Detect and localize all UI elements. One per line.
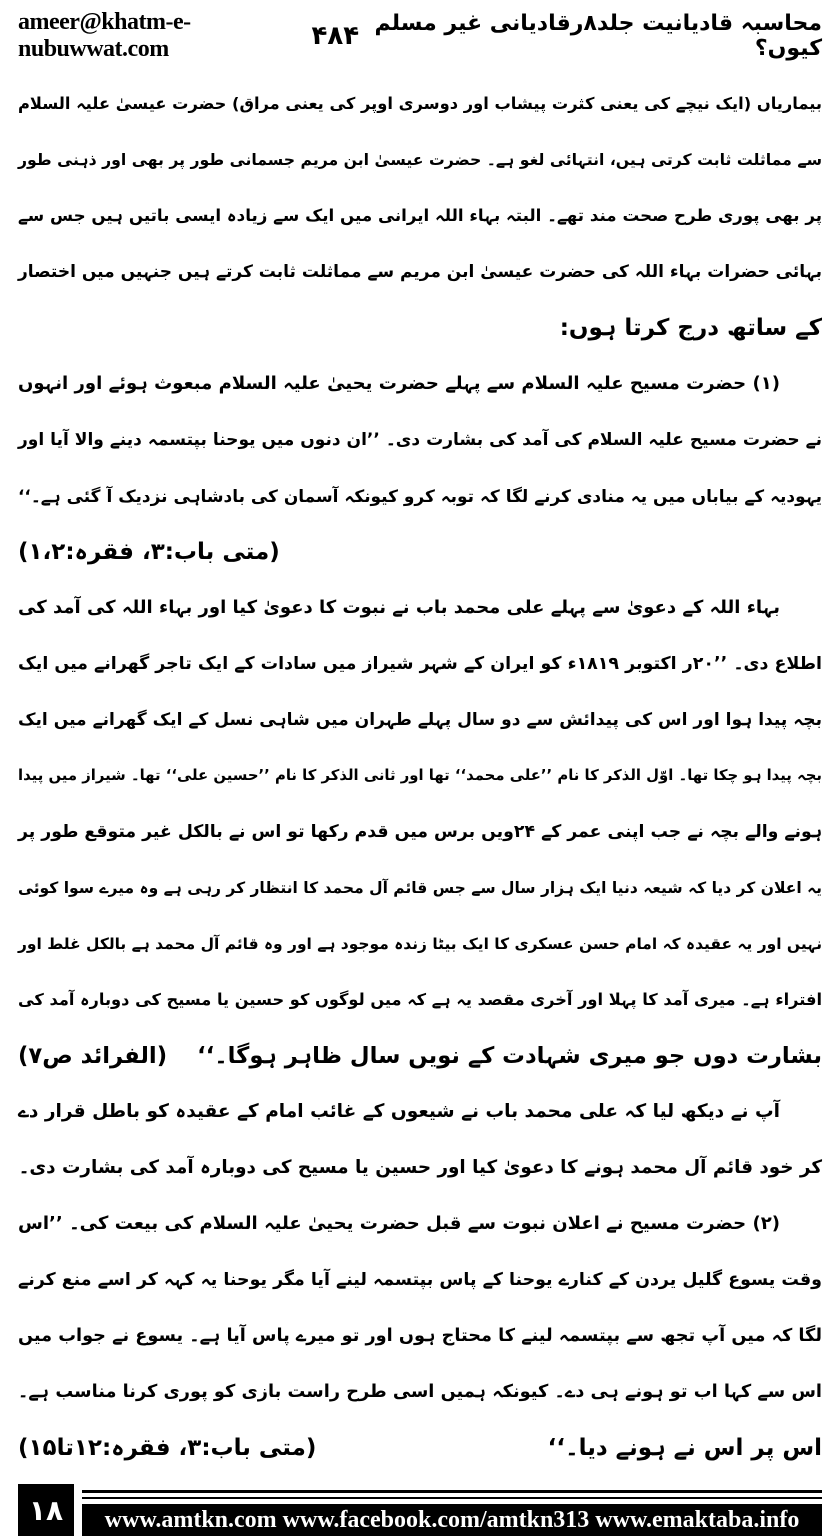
line-text: بشارت دوں جو میری شہادت کے نویں سال ظاہر ہوگا۔‘‘ <box>197 1043 822 1069</box>
text-line: نہیں اور یہ عقیدہ کہ امام حسن عسکری کا ایک بیٹا زندہ موجود ہے اور وہ قائم آل محمد ہے بالکل غلط اور <box>18 935 822 953</box>
footer-divider <box>82 1490 822 1493</box>
text-line: اطلاع دی۔ ’’۲۰ر اکتوبر ۱۸۱۹ء کو ایران کے شہر شیراز میں سادات کے ایک تاجر گھرانے میں ایک <box>17 654 822 674</box>
text-line: یہ اعلان کر دیا کہ شیعہ دنیا ایک ہزار سال سے جس قائم آل محمد کا انتظار کر رہی ہے وہ میرے سوا کوئی <box>18 879 822 897</box>
page-body <box>18 76 822 1476</box>
text-line: بچہ پیدا ہو چکا تھا۔ اوّل الذکر کا نام ’’علی محمد‘‘ تھا اور ثانی الذکر کا نام ’’حسین علی‘‘ تھا۔ شیراز میں پیدا <box>18 767 822 784</box>
footer-page-number: ۱۸ <box>18 1484 74 1536</box>
text-line: (۲) حضرت مسیح نے اعلان نبوت سے قبل حضرت یحییٰ علیہ السلام کی بیعت کی۔ ’’اس <box>18 1213 780 1234</box>
text-line: بہاء اللہ کے دعویٰ سے پہلے علی محمد باب نے نبوت کا دعویٰ کیا اور بہاء اللہ کی آمد کی <box>18 597 780 618</box>
text-line: سے مماثلت ثابت کرتی ہیں، انتہائی لغو ہے۔ حضرت عیسیٰ ابن مریم جسمانی طور پر بھی اور ذہنی طور <box>18 150 822 169</box>
text-line: بہائی حضرات بہاء اللہ کی حضرت عیسیٰ ابن مریم سے مماثلت ثابت کرتے ہیں جنہیں میں اختصار <box>18 262 822 282</box>
text-line: وقت یسوع گلیل یردن کے کنارے یوحنا کے پاس بپتسمہ لینے آیا مگر یوحنا یہ کہہ کر اسے منع کرنے <box>18 1270 822 1290</box>
header-left <box>18 9 359 63</box>
citation: (متی باب:۳، فقرہ:۱،۲) <box>18 539 280 565</box>
text-line: پر بھی پوری طرح صحت مند تھے۔ البتہ بہاء اللہ ایرانی میں ایک سے زیادہ ایسی باتیں ہیں جس سے <box>18 206 822 225</box>
footer-links: www.amtkn.com www.facebook.com/amtkn313 www.emaktaba.info <box>82 1504 822 1536</box>
text-line: لگا کہ میں آپ تجھ سے بپتسمہ لینے کا محتاج ہوں اور تو میرے پاس آیا ہے۔ یسوع نے جواب میں <box>18 1326 822 1346</box>
citation: (متی باب:۳، فقرہ:۱۲تا۱۵) <box>18 1435 317 1461</box>
text-line: اس سے کہا اب تو ہونے ہی دے۔ کیونکہ ہمیں اسی طرح راست بازی کو پوری کرنا مناسب ہے۔ <box>18 1382 822 1402</box>
text-line: (۱) حضرت مسیح علیہ السلام سے پہلے حضرت یحییٰ علیہ السلام مبعوث ہوئے اور انہوں <box>18 373 780 394</box>
book-title: محاسبہ قادیانیت جلد۸رقادیانی غیر مسلم کیوں؟ <box>374 11 822 61</box>
page-footer <box>18 1484 822 1536</box>
page-header <box>18 9 822 62</box>
text-line: یہودیہ کے بیاباں میں یہ منادی کرنے لگا کہ توبہ کرو کیونکہ آسمان کی بادشاہی نزدیک آ گئی ہے۔‘‘ <box>18 486 822 506</box>
text-line: افتراء ہے۔ میری آمد کا پہلا اور آخری مقصد یہ ہے کہ میں لوگوں کو حسین یا مسیح کی دوبارہ آمد کی <box>18 990 822 1009</box>
header-page-number: ۴۸۴ <box>311 21 360 51</box>
line-text: اس پر اس نے ہونے دیا۔‘‘ <box>547 1435 822 1461</box>
text-line: کے ساتھ درج کرتا ہوں: <box>559 315 822 341</box>
text-line: بچہ پیدا ہوا اور اس کی پیدائش سے دو سال پہلے طہران میں شاہی نسل کے ایک گھرانے میں ایک <box>18 710 822 730</box>
text-line: کر خود قائم آل محمد ہونے کا دعویٰ کیا اور حسین یا مسیح کی دوبارہ آمد کی بشارت دی۔ <box>18 1157 822 1178</box>
text-line <box>18 1028 822 1084</box>
text-line: نے حضرت مسیح علیہ السلام کی آمد کی بشارت دی۔ ’’ان دنوں میں یوحنا بپتسمہ دینے والا آیا اور <box>18 430 822 450</box>
text-line <box>18 1420 822 1476</box>
text-line: ہونے والے بچہ نے جب اپنی عمر کے ۲۴ویں برس میں قدم رکھا تو اس نے بالکل غیر متوقع طور پر <box>18 822 822 842</box>
text-line: آپ نے دیکھ لیا کہ علی محمد باب نے شیعوں کے غائب امام کے عقیدہ کو باطل قرار دے <box>18 1101 780 1122</box>
citation: (الفرائد ص۷) <box>18 1043 168 1069</box>
header-email: ameer@khatm-e-nubuwwat.com <box>18 9 191 62</box>
text-line: بیماریاں (ایک نیچے کی یعنی کثرت پیشاب اور دوسری اوپر کی یعنی مراق) حضرت عیسیٰ علیہ السلام <box>18 94 822 113</box>
footer-divider <box>82 1497 822 1499</box>
